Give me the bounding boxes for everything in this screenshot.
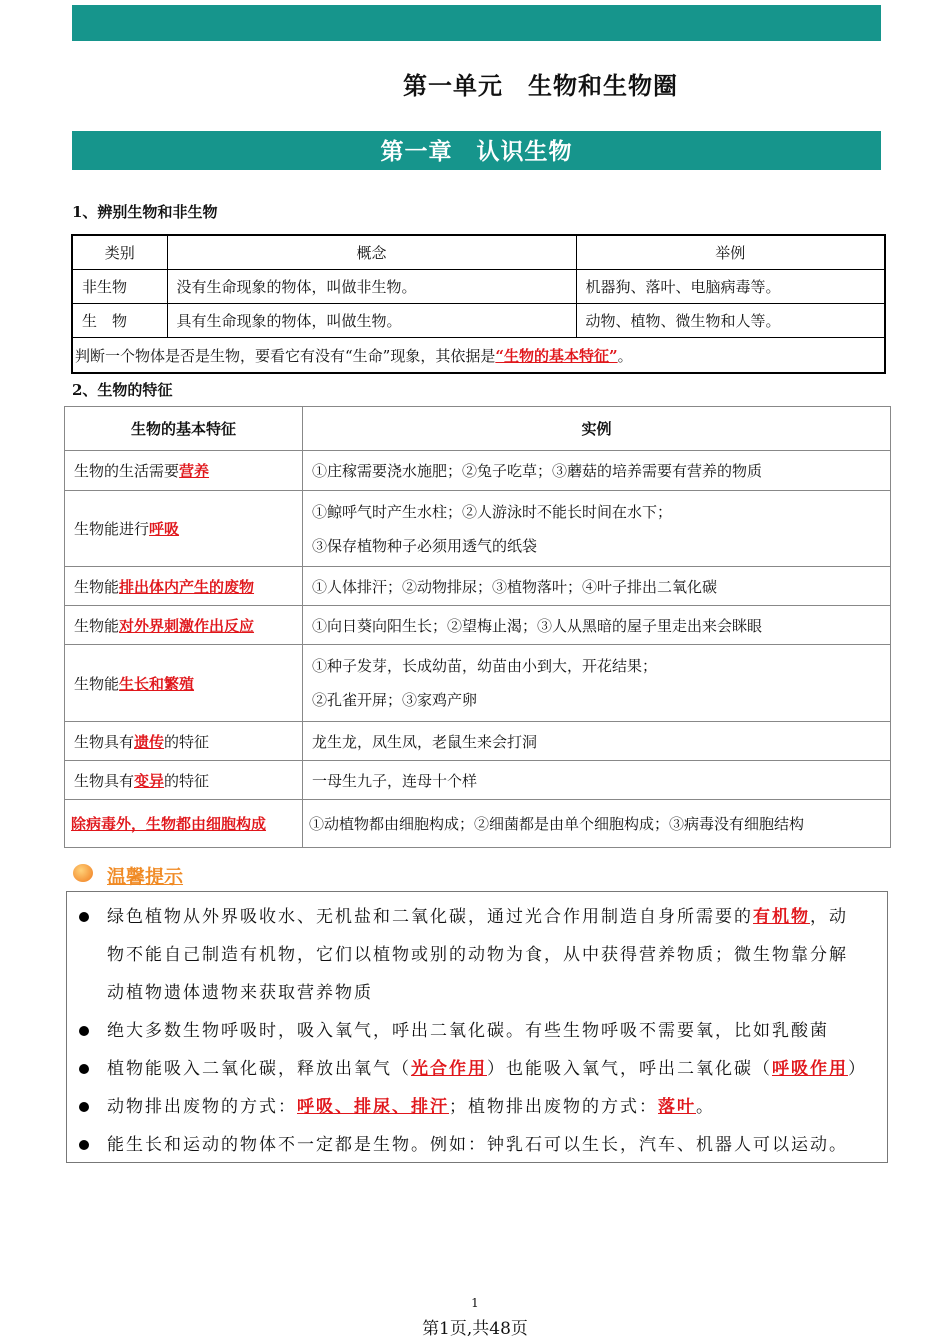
tip-line: 动植物遗体遗物来获取营养物质 (107, 983, 373, 1003)
feature-cell (65, 451, 303, 491)
tip-highlight: 落叶 (658, 1097, 696, 1117)
feature-cell (65, 722, 303, 761)
tip-line: 物不能自己制造有机物，它们以植物或别的动物为食，从中获得营养物质；微生物靠分解 (107, 945, 848, 965)
characteristics-table (64, 406, 891, 848)
bullet-icon (75, 1050, 95, 1088)
cell-concept: 没有生命现象的物体，叫做非生物。 (167, 270, 576, 304)
feature-highlight: 呼吸 (149, 520, 180, 538)
header-example: 举例 (576, 235, 885, 270)
example-line: ③保存植物种子必须用透气的纸袋 (312, 536, 538, 555)
chapter-title: 第一章 认识生物 (72, 131, 881, 170)
tip-line: 绝大多数生物呼吸时，吸入氧气，呼出二氧化碳。有些生物呼吸不需要氧，比如乳酸菌 (107, 1021, 829, 1041)
unit-title: 第一单元 生物和生物圈 (403, 71, 678, 100)
tip-text: 。 (696, 1097, 715, 1117)
example-cell: ①动植物都由细胞构成；②细菌都是由单个细胞构成；③病毒没有细胞结构 (303, 800, 891, 848)
table-row (65, 800, 891, 848)
page-footer: 第1页,共48页 (422, 1319, 528, 1339)
cell-example: 机器狗、落叶、电脑病毒等。 (576, 270, 885, 304)
table-header-row (72, 235, 885, 270)
example-line: ②孔雀开屏；③家鸡产卵 (312, 691, 478, 709)
bullet-icon (75, 898, 95, 936)
tip-text: ，动 (810, 907, 848, 927)
example-cell: ①向日葵向阳生长；②望梅止渴；③人从黑暗的屋子里走出来会眯眼 (303, 606, 891, 645)
table-row (65, 606, 891, 645)
tip-text: ）也能吸入氧气，呼出二氧化碳（ (487, 1059, 772, 1079)
bullet-icon (75, 1088, 95, 1126)
feature-highlight: 排出体内产生的废物 (119, 577, 255, 596)
feature-highlight: 遗传 (134, 732, 165, 751)
cell-category: 非生物 (72, 270, 167, 304)
example-cell: 龙生龙，凤生凤，老鼠生来会打洞 (303, 722, 891, 761)
table-row (65, 722, 891, 761)
tip-highlight: 有机物 (753, 907, 810, 927)
table-row (65, 567, 891, 606)
feature-cell (65, 645, 303, 722)
example-cell: ①人体排汗；②动物排尿；③植物落叶；④叶子排出二氧化碳 (303, 567, 891, 606)
tip-highlight: 光合作用 (411, 1059, 487, 1079)
example-cell: ①庄稼需要浇水施肥；②兔子吃草；③蘑菇的培养需要有营养的物质 (303, 451, 891, 491)
section2-title: 2、生物的特征 (72, 381, 173, 399)
feature-cell (65, 800, 303, 848)
bullet-icon (75, 1012, 95, 1050)
example-cell (303, 491, 891, 567)
feature-text: 生物的生活需要 (74, 462, 180, 480)
table-row (65, 491, 891, 567)
tip-text: 植物能吸入二氧化碳，释放出氧气（ (107, 1059, 411, 1079)
tip-line (107, 1050, 879, 1088)
feature-text: 生物能进行 (74, 520, 150, 538)
feature-text: 生物能 (74, 674, 120, 693)
example-line: ①鲸呼气时产生水柱；②人游泳时不能长时间在水下； (312, 502, 673, 521)
note-suffix: 。 (617, 346, 633, 365)
example-line: ①种子发芽，长成幼苗，幼苗由小到大，开花结果； (312, 657, 658, 675)
tip-item (107, 1126, 879, 1164)
table-note-row (72, 338, 885, 374)
lightbulb-icon (73, 864, 93, 882)
feature-text: 生物具有 (74, 771, 135, 790)
tip-text: 动物排出废物的方式： (107, 1097, 297, 1117)
feature-highlight: 除病毒外，生物都由细胞构成 (71, 815, 267, 833)
feature-highlight: 营养 (179, 462, 210, 480)
table-row (72, 270, 885, 304)
cell-category: 生 物 (72, 304, 167, 338)
feature-highlight: 变异 (134, 771, 165, 790)
feature-cell (65, 491, 303, 567)
example-cell (303, 645, 891, 722)
header-category: 类别 (72, 235, 167, 270)
tip-line: 能生长和运动的物体不一定都是生物。例如：钟乳石可以生长，汽车、机器人可以运动。 (107, 1135, 848, 1155)
feature-suffix: 的特征 (164, 732, 210, 751)
tip-text: ） (848, 1059, 867, 1079)
tip-item (107, 1012, 879, 1050)
tip-text: ；植物排出废物的方式： (449, 1097, 658, 1117)
feature-highlight: 生长和繁殖 (119, 674, 195, 693)
page-number: 1 (471, 1296, 479, 1310)
section1-title: 1、辨别生物和非生物 (72, 203, 218, 221)
feature-cell (65, 567, 303, 606)
table-row (65, 451, 891, 491)
tips-box (66, 891, 888, 1163)
header-feature: 生物的基本特征 (65, 407, 303, 451)
table-row (65, 645, 891, 722)
feature-cell (65, 761, 303, 800)
tip-text: 绿色植物从外界吸收水、无机盐和二氧化碳，通过光合作用制造自身所需要的 (107, 907, 753, 927)
table-header-row (65, 407, 891, 451)
feature-cell (65, 606, 303, 645)
feature-highlight: 对外界刺激作出反应 (119, 616, 255, 635)
table-note (72, 338, 885, 374)
feature-suffix: 的特征 (164, 771, 210, 790)
tip-item (107, 1088, 879, 1126)
table-row (72, 304, 885, 338)
example-cell: 一母生九子，连母十个样 (303, 761, 891, 800)
table-row (65, 761, 891, 800)
tip-item (107, 898, 879, 1012)
feature-text: 生物具有 (74, 732, 135, 751)
bullet-icon (75, 1126, 95, 1164)
note-highlight: “生物的基本特征” (495, 346, 618, 365)
feature-text: 生物能 (74, 577, 120, 596)
top-banner (72, 5, 881, 41)
tips-title: 温馨提示 (107, 866, 184, 888)
header-instance: 实例 (303, 407, 891, 451)
tip-highlight: 呼吸作用 (772, 1059, 848, 1079)
feature-text: 生物能 (74, 616, 120, 635)
tip-line (107, 898, 879, 936)
cell-concept: 具有生命现象的物体，叫做生物。 (167, 304, 576, 338)
cell-example: 动物、植物、微生物和人等。 (576, 304, 885, 338)
note-text: 判断一个物体是否是生物，要看它有没有“生命”现象，其依据是 (75, 346, 496, 365)
header-concept: 概念 (167, 235, 576, 270)
tip-highlight: 呼吸、排尿、排汗 (297, 1097, 449, 1117)
tip-item (107, 1050, 879, 1088)
tip-line (107, 1088, 879, 1126)
living-nonliving-table (71, 234, 886, 374)
